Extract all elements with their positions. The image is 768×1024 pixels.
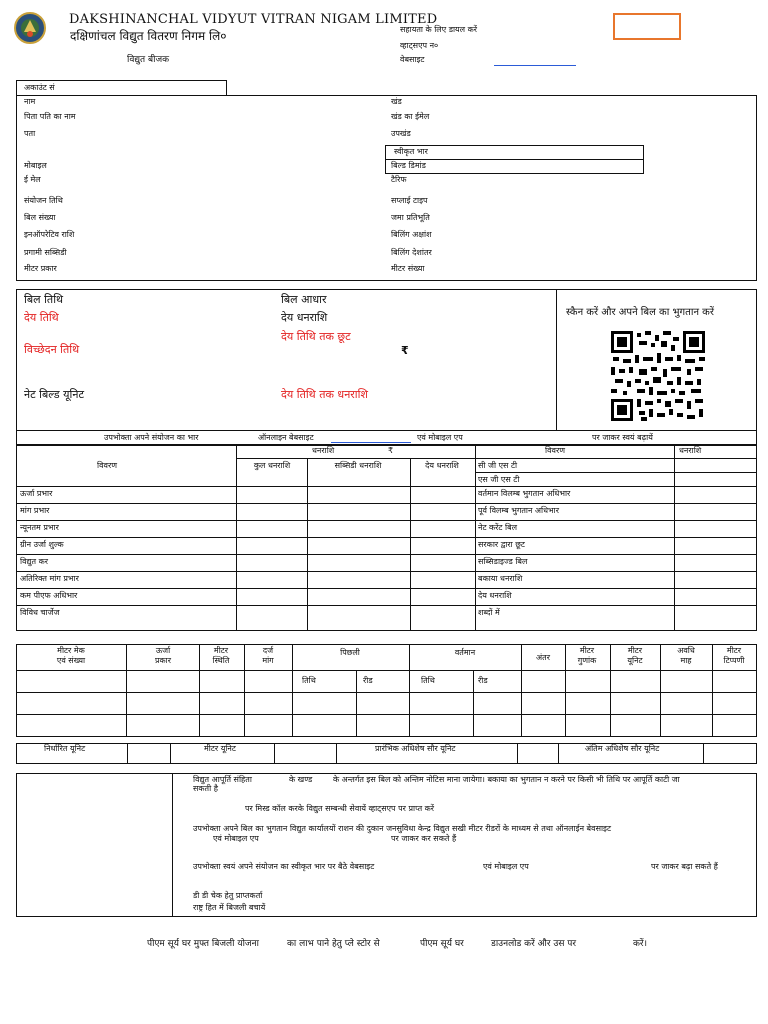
bill-basis-label: बिल आधार bbox=[281, 293, 327, 306]
scan-pay-label: स्कैन करें और अपने बिल का भुगतान करें bbox=[566, 307, 714, 318]
company-name-en: DAKSHINANCHAL VIDYUT VITRAN NIGAM LIMITED bbox=[69, 12, 438, 27]
net-billed-units-label: नेट बिल्ड यूनिट bbox=[24, 388, 85, 401]
note-save-electricity: राष्ट्र हित में बिजली बचायें bbox=[193, 903, 266, 912]
label-division: खंड bbox=[391, 97, 402, 106]
right-row-govt-rebate: सरकार द्वारा छूट bbox=[478, 540, 525, 549]
charge-row-misc: विविध चार्जेज bbox=[20, 608, 60, 617]
footer-app-name: पीएम सूर्य घर bbox=[420, 939, 464, 949]
note-load-mobile-app: एवं मोबाइल एप bbox=[483, 862, 529, 871]
label-bill-number: बिल संख्या bbox=[24, 213, 56, 222]
note-missed-call: पर मिस्ड कॉल करके विद्युत सम्बन्धी सेवायें व्हाट्सएप पर प्राप्त करें bbox=[245, 804, 435, 813]
right-row-in-words: शब्दों में bbox=[478, 608, 500, 617]
charge-row-low-pf: कम पीएफ अधिभार bbox=[20, 591, 78, 600]
website-label: वेबसाइट bbox=[400, 55, 425, 64]
subheader-total-amount: कुल धनराशि bbox=[253, 461, 291, 470]
qr-code[interactable] bbox=[611, 331, 705, 421]
rupee-sign: ₹ bbox=[401, 344, 409, 357]
charges-header-amount: धनराशि bbox=[312, 446, 335, 455]
qr-code-icon bbox=[611, 331, 705, 421]
notes-box bbox=[16, 773, 757, 917]
label-meter-type: मीटर प्रकार bbox=[24, 264, 57, 273]
current-read-label: रीड bbox=[478, 676, 488, 685]
note-final-notice-cont: सकती है bbox=[193, 784, 218, 793]
charge-row-green-energy: ग्रीन उर्जा शुल्क bbox=[20, 540, 64, 549]
meter-header-recorded-demand: दर्ज मांग bbox=[262, 646, 274, 665]
label-billing-latitude: बिलिंग अक्षांश bbox=[391, 230, 432, 239]
label-billed-demand: बिल्ड डिमांड bbox=[391, 161, 426, 170]
label-father-name: पिता पति का नाम bbox=[24, 112, 76, 121]
charges-header-description: विवरण bbox=[97, 461, 118, 470]
amount-till-due-label: देय तिथि तक धनराशि bbox=[281, 388, 368, 401]
dvvnl-logo-icon bbox=[14, 12, 46, 44]
highlight-box bbox=[613, 13, 681, 40]
note-final-notice: के अन्तर्गत इस बिल को अन्तिम नोटिस माना जायेगा। बकाया का भुगतान न करने पर किसी भी तिथि पर आपूर्ति काटी जा bbox=[333, 775, 680, 784]
label-division-email: खंड का ईमेल bbox=[391, 112, 430, 121]
meter-header-status: मीटर स्थिति bbox=[212, 646, 230, 665]
label-address: पता bbox=[24, 129, 36, 138]
right-row-subsidized-bill: सब्सिडाइज्ड बिल bbox=[478, 557, 528, 566]
meter-header-make: मीटर मेक एवं संख्या bbox=[56, 646, 86, 665]
label-inoperative-amount: इनऑपरेटिव राशि bbox=[24, 230, 75, 239]
charge-row-demand: मांग प्रभार bbox=[20, 506, 50, 515]
label-meter-number: मीटर संख्या bbox=[391, 264, 425, 273]
charges-header-rupee: ₹ bbox=[388, 446, 394, 455]
right-row-previous-lps: पूर्व विलम्ब भुगतान अधिभार bbox=[478, 506, 560, 515]
company-logo bbox=[14, 12, 46, 44]
charge-row-minimum: न्यूनतम प्रभार bbox=[20, 523, 59, 532]
meter-header-difference: अंतर bbox=[536, 653, 550, 662]
website-link[interactable] bbox=[494, 65, 576, 66]
note-dd-cheque: डी डी चेक हेतु प्राप्तकर्ता bbox=[193, 891, 263, 900]
note-mobile-app: एवं मोबाइल एप bbox=[213, 834, 259, 843]
note-can-pay: पर जाकर कर सकते हैं bbox=[391, 834, 457, 843]
load-line-text-a: उपभोक्ता अपने संयोजन का भार bbox=[104, 433, 199, 442]
previous-date-label: तिथि bbox=[302, 676, 316, 685]
whatsapp-label: व्हाट्सएप न० bbox=[400, 41, 439, 50]
doc-title: विद्युत बीजक bbox=[127, 55, 170, 65]
note-clause: के खण्ड bbox=[289, 775, 313, 784]
label-sanctioned-load: स्वीकृत भार bbox=[394, 147, 428, 156]
assessed-units-label: निर्धारित यूनिट bbox=[44, 744, 86, 753]
label-security-deposit: जमा प्रतिभूति bbox=[391, 213, 430, 222]
company-name-hi: दक्षिणांचल विद्युत वितरण निगम लि० bbox=[70, 29, 227, 43]
label-tariff: टैरिफ bbox=[391, 175, 407, 184]
charge-row-electricity-tax: विद्युत कर bbox=[20, 557, 49, 566]
label-supply-type: सप्लाई टाइप bbox=[391, 196, 428, 205]
meter-header-period: अवधि माह bbox=[677, 646, 695, 665]
meter-header-remark: मीटर टिप्पणी bbox=[723, 646, 745, 665]
meter-header-multiplier: मीटर गुणांक bbox=[577, 646, 597, 665]
final-solar-label: अंतिम अधिशेष सौर यूनिट bbox=[585, 744, 660, 753]
right-row-payable: देय धनराशि bbox=[478, 591, 512, 600]
label-subdivision: उपखंड bbox=[391, 129, 411, 138]
meter-table bbox=[16, 644, 757, 737]
discount-till-due-label: देय तिथि तक छूट bbox=[281, 330, 351, 343]
right-row-net-current-bill: नेट करेंट बिल bbox=[478, 523, 518, 532]
load-line-text-d: पर जाकर स्वयं बढ़ायें bbox=[592, 433, 653, 442]
footer-download: डाउनलोड करें और उस पर bbox=[491, 939, 577, 949]
label-billing-longitude: बिलिंग देशांतर bbox=[391, 248, 432, 257]
meter-header-energy-type: ऊर्जा प्रकार bbox=[154, 646, 172, 665]
right-header-description: विवरण bbox=[545, 446, 566, 455]
load-line-text-c: एवं मोबाइल एप bbox=[417, 433, 463, 442]
right-row-current-lps: वर्तमान विलम्ब भुगतान अधिभार bbox=[478, 489, 571, 498]
label-progressive-subsidy: प्रगामी सब्सिडी bbox=[24, 248, 67, 257]
note-payment-channels: उपभोक्ता अपने बिल का भुगतान विद्युत कार्यालयों राशन की दुकान जनसुविधा केन्द्र विद्युत सखी मीटर रीडरों के माध्यम से तथा ऑनलाईन बेवसाइट bbox=[193, 824, 612, 833]
right-row-cgst: सी जी एस टी bbox=[478, 461, 518, 470]
note-can-increase: पर जाकर बढ़ा सकते हैं bbox=[651, 862, 718, 871]
due-amount-label: देय धनराशि bbox=[281, 311, 328, 324]
consumer-details-box bbox=[16, 95, 757, 281]
charge-row-energy: ऊर्जा प्रभार bbox=[20, 489, 53, 498]
meter-header-current: वर्तमान bbox=[454, 648, 476, 657]
right-row-arrears: बकाया धनराशि bbox=[478, 574, 523, 583]
subheader-payable-amount: देय धनराशि bbox=[425, 461, 459, 470]
initial-solar-label: प्रारंभिक अधिशेष सौर यूनिट bbox=[375, 744, 456, 753]
help-dial-label: सहायता के लिए डायल करें bbox=[400, 25, 478, 34]
footer-playstore: का लाभ पाने हेतु प्ले स्टोर से bbox=[287, 939, 380, 949]
meter-header-units: मीटर यूनिट bbox=[627, 646, 643, 665]
charge-row-excess-demand: अतिरिक्त मांग प्रभार bbox=[20, 574, 79, 583]
bill-date-label: बिल तिथि bbox=[24, 293, 64, 306]
note-supply-code: विद्युत आपूर्ति संहिता bbox=[193, 775, 252, 784]
label-email: ई मेल bbox=[24, 175, 41, 184]
meter-header-previous: पिछली bbox=[340, 648, 360, 657]
right-row-sgst: एस जी एस टी bbox=[478, 475, 520, 484]
online-website-link[interactable] bbox=[331, 442, 411, 443]
due-date-label: देय तिथि bbox=[24, 311, 59, 324]
previous-read-label: रीड bbox=[363, 676, 373, 685]
label-name: नाम bbox=[24, 97, 36, 106]
load-line-text-b: ऑनलाइन बेबसाइट bbox=[258, 433, 314, 442]
disconnect-date-label: विच्छेदन तिथि bbox=[24, 343, 80, 356]
account-no-label: अकाउंट सं bbox=[24, 83, 55, 92]
right-header-amount: धनराशि bbox=[679, 446, 702, 455]
label-connection-date: संयोजन तिथि bbox=[24, 196, 63, 205]
subheader-subsidy-amount: सब्सिडी धनराशि bbox=[334, 461, 382, 470]
note-load-increase: उपभोक्ता स्वयं अपने संयोजन का स्वीकृत भार पर बैठे वेबसाइट bbox=[193, 862, 375, 871]
current-date-label: तिथि bbox=[421, 676, 435, 685]
footer-end: करें। bbox=[633, 939, 648, 949]
label-mobile: मोबाइल bbox=[24, 161, 47, 170]
footer-scheme-name: पीएम सूर्य घर मुफ्त बिजली योजना bbox=[147, 939, 259, 949]
meter-units-label: मीटर यूनिट bbox=[204, 744, 236, 753]
